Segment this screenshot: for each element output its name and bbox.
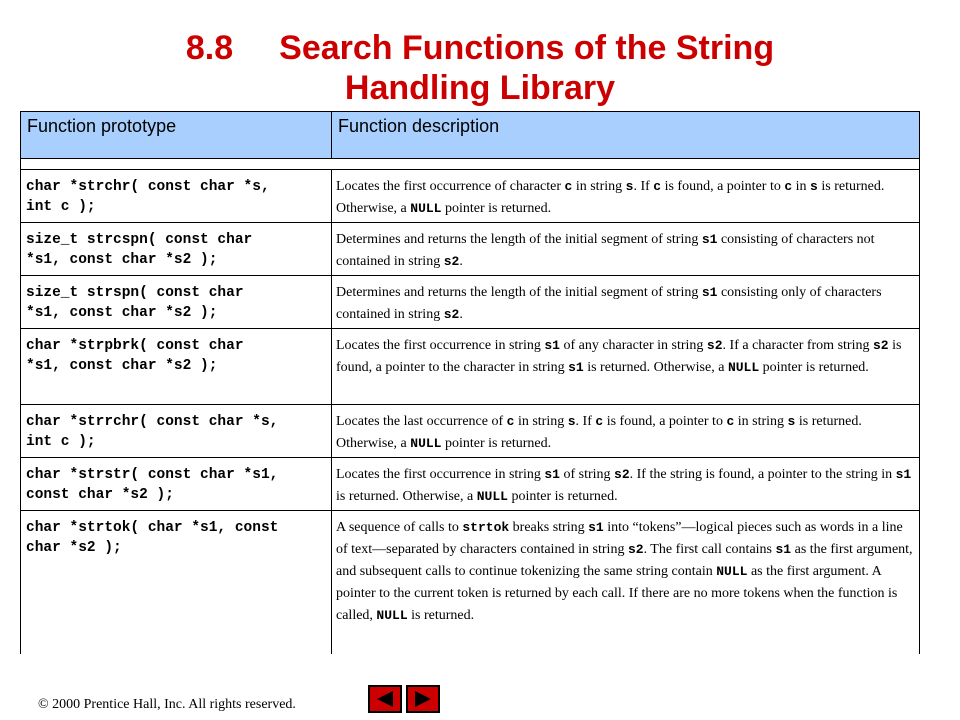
left-arrow-icon — [375, 690, 395, 708]
prototype-line: char *strpbrk( const char — [26, 338, 244, 354]
description-text: in string — [734, 414, 788, 429]
code-term: c — [726, 414, 735, 429]
code-term: c — [564, 179, 573, 194]
description-text: . If the string is found, a pointer to the string in — [629, 467, 896, 482]
code-term: s — [567, 414, 576, 429]
description-text: in string — [572, 179, 626, 194]
description-text: is returned. Otherwise, a — [336, 414, 862, 451]
code-term: NULL — [410, 436, 442, 451]
description-text: . If a character from string — [722, 338, 873, 353]
description-text: Locates the first occurrence in string — [336, 338, 545, 353]
code-term: NULL — [410, 201, 442, 216]
function-prototype — [21, 276, 332, 328]
table-row — [21, 405, 919, 458]
description-text: pointer is returned. — [507, 489, 618, 504]
description-text: is found, a pointer to — [603, 414, 727, 429]
description-text: of string — [559, 467, 615, 482]
description-text: is returned. Otherwise, a — [336, 489, 477, 504]
function-prototype — [21, 458, 332, 510]
description-text: is found, a pointer to the character in string — [336, 338, 902, 375]
description-text: in string — [514, 414, 568, 429]
code-term: c — [653, 179, 662, 194]
description-text: into “tokens”—logical pieces such as words in a line of text—separated by characters contained in string — [336, 520, 903, 557]
prototype-line: char *s2 ); — [26, 540, 122, 556]
function-prototype — [21, 405, 332, 457]
previous-slide-button[interactable] — [368, 685, 402, 713]
table-row — [21, 329, 919, 405]
table-row — [21, 458, 919, 511]
header-prototype: Function prototype — [21, 112, 332, 158]
prototype-line: *s1, const char *s2 ); — [26, 358, 218, 374]
description-text: consisting only of characters contained in string — [336, 285, 882, 322]
code-term: s2 — [443, 254, 460, 269]
function-description — [332, 511, 919, 654]
copyright-footer: © 2000 Prentice Hall, Inc. All rights reserved. — [38, 697, 296, 712]
description-text: Determines and returns the length of the initial segment of string — [336, 285, 702, 300]
code-term: s1 — [701, 285, 718, 300]
description-text: A sequence of calls to — [336, 520, 463, 535]
description-text: pointer is returned. — [441, 436, 552, 451]
prototype-line: char *strtok( char *s1, const — [26, 520, 279, 536]
prototype-line: size_t strcspn( const char — [26, 232, 253, 248]
description-text: is returned. Otherwise, a — [336, 179, 885, 216]
function-description — [332, 329, 919, 404]
description-text: of any character in string — [559, 338, 707, 353]
code-term: s — [787, 414, 796, 429]
description-text: Determines and returns the length of the initial segment of string — [336, 232, 702, 247]
code-term: NULL — [476, 489, 508, 504]
code-term: strtok — [462, 520, 510, 535]
code-term: s2 — [443, 307, 460, 322]
prototype-line: char *strrchr( const char *s, — [26, 414, 279, 430]
description-text: . The first call contains — [643, 542, 776, 557]
code-term: s2 — [872, 338, 889, 353]
prototype-line: *s1, const char *s2 ); — [26, 252, 218, 268]
description-text: pointer is returned. — [441, 201, 552, 216]
description-text: . — [459, 254, 463, 269]
description-text: Locates the last occurrence of — [336, 414, 507, 429]
code-term: s2 — [614, 467, 630, 482]
prototype-line: int c ); — [26, 199, 96, 215]
description-text: as the first argument, and subsequent calls to continue tokenizing the same string contain — [336, 542, 913, 579]
description-text: consisting of characters not contained in string — [336, 232, 875, 269]
header-spacer — [21, 159, 919, 170]
function-prototype — [21, 170, 332, 222]
description-text: . — [459, 307, 463, 322]
code-term: s1 — [544, 338, 560, 353]
code-term: c — [506, 414, 515, 429]
function-prototype — [21, 511, 332, 654]
prototype-line: *s1, const char *s2 ); — [26, 305, 218, 321]
right-arrow-icon — [413, 690, 433, 708]
function-description — [332, 223, 919, 275]
prototype-line: int c ); — [26, 434, 96, 450]
table-body — [21, 170, 919, 654]
code-term: NULL — [727, 360, 760, 375]
code-term: s1 — [544, 467, 560, 482]
function-description — [332, 458, 919, 510]
description-text: Locates the first occurrence in string — [336, 467, 545, 482]
code-term: s1 — [701, 232, 718, 247]
function-description — [332, 170, 919, 222]
description-text: Locates the first occurrence of character — [336, 179, 565, 194]
description-text: breaks string — [509, 520, 589, 535]
description-text: . If — [633, 179, 654, 194]
section-number: 8.8 — [185, 29, 234, 67]
code-term: s1 — [775, 542, 792, 557]
title-text-1: Search Functions of the String — [279, 29, 775, 67]
title-line-1 — [0, 28, 960, 68]
function-table — [20, 111, 920, 654]
function-prototype — [21, 329, 332, 404]
table-row — [21, 223, 919, 276]
description-text: is found, a pointer to — [661, 179, 785, 194]
prototype-line: char *strstr( const char *s1, — [26, 467, 279, 483]
code-term: s — [625, 179, 634, 194]
function-description — [332, 276, 919, 328]
code-term: s1 — [568, 360, 584, 375]
description-text: is returned. Otherwise, a — [583, 360, 728, 375]
description-text: . If — [575, 414, 596, 429]
table-row — [21, 170, 919, 223]
code-term: s — [810, 179, 818, 194]
code-term: s1 — [588, 520, 604, 535]
function-prototype — [21, 223, 332, 275]
description-text: is returned. — [407, 608, 475, 623]
title-line-2: Handling Library — [344, 69, 616, 107]
description-text: pointer is returned. — [759, 360, 869, 375]
header-description: Function description — [338, 116, 500, 136]
table-header — [21, 111, 919, 159]
table-row — [21, 276, 919, 329]
function-description — [332, 405, 919, 457]
next-slide-button[interactable] — [406, 685, 440, 713]
code-term: c — [784, 179, 793, 194]
description-text: as the first argument. A pointer to the current token is returned by each call. If there are no more tokens when the function is called, — [336, 564, 898, 623]
code-term: NULL — [716, 564, 748, 579]
prototype-line: const char *s2 ); — [26, 487, 174, 503]
code-term: s2 — [706, 338, 723, 353]
description-text: in — [792, 179, 811, 194]
code-term: c — [595, 414, 604, 429]
slide-title — [0, 28, 960, 108]
table-row — [21, 511, 919, 654]
code-term: NULL — [376, 608, 408, 623]
prototype-line: size_t strspn( const char — [26, 285, 244, 301]
prototype-line: char *strchr( const char *s, — [26, 179, 270, 195]
code-term: s1 — [895, 467, 912, 482]
code-term: s2 — [627, 542, 644, 557]
